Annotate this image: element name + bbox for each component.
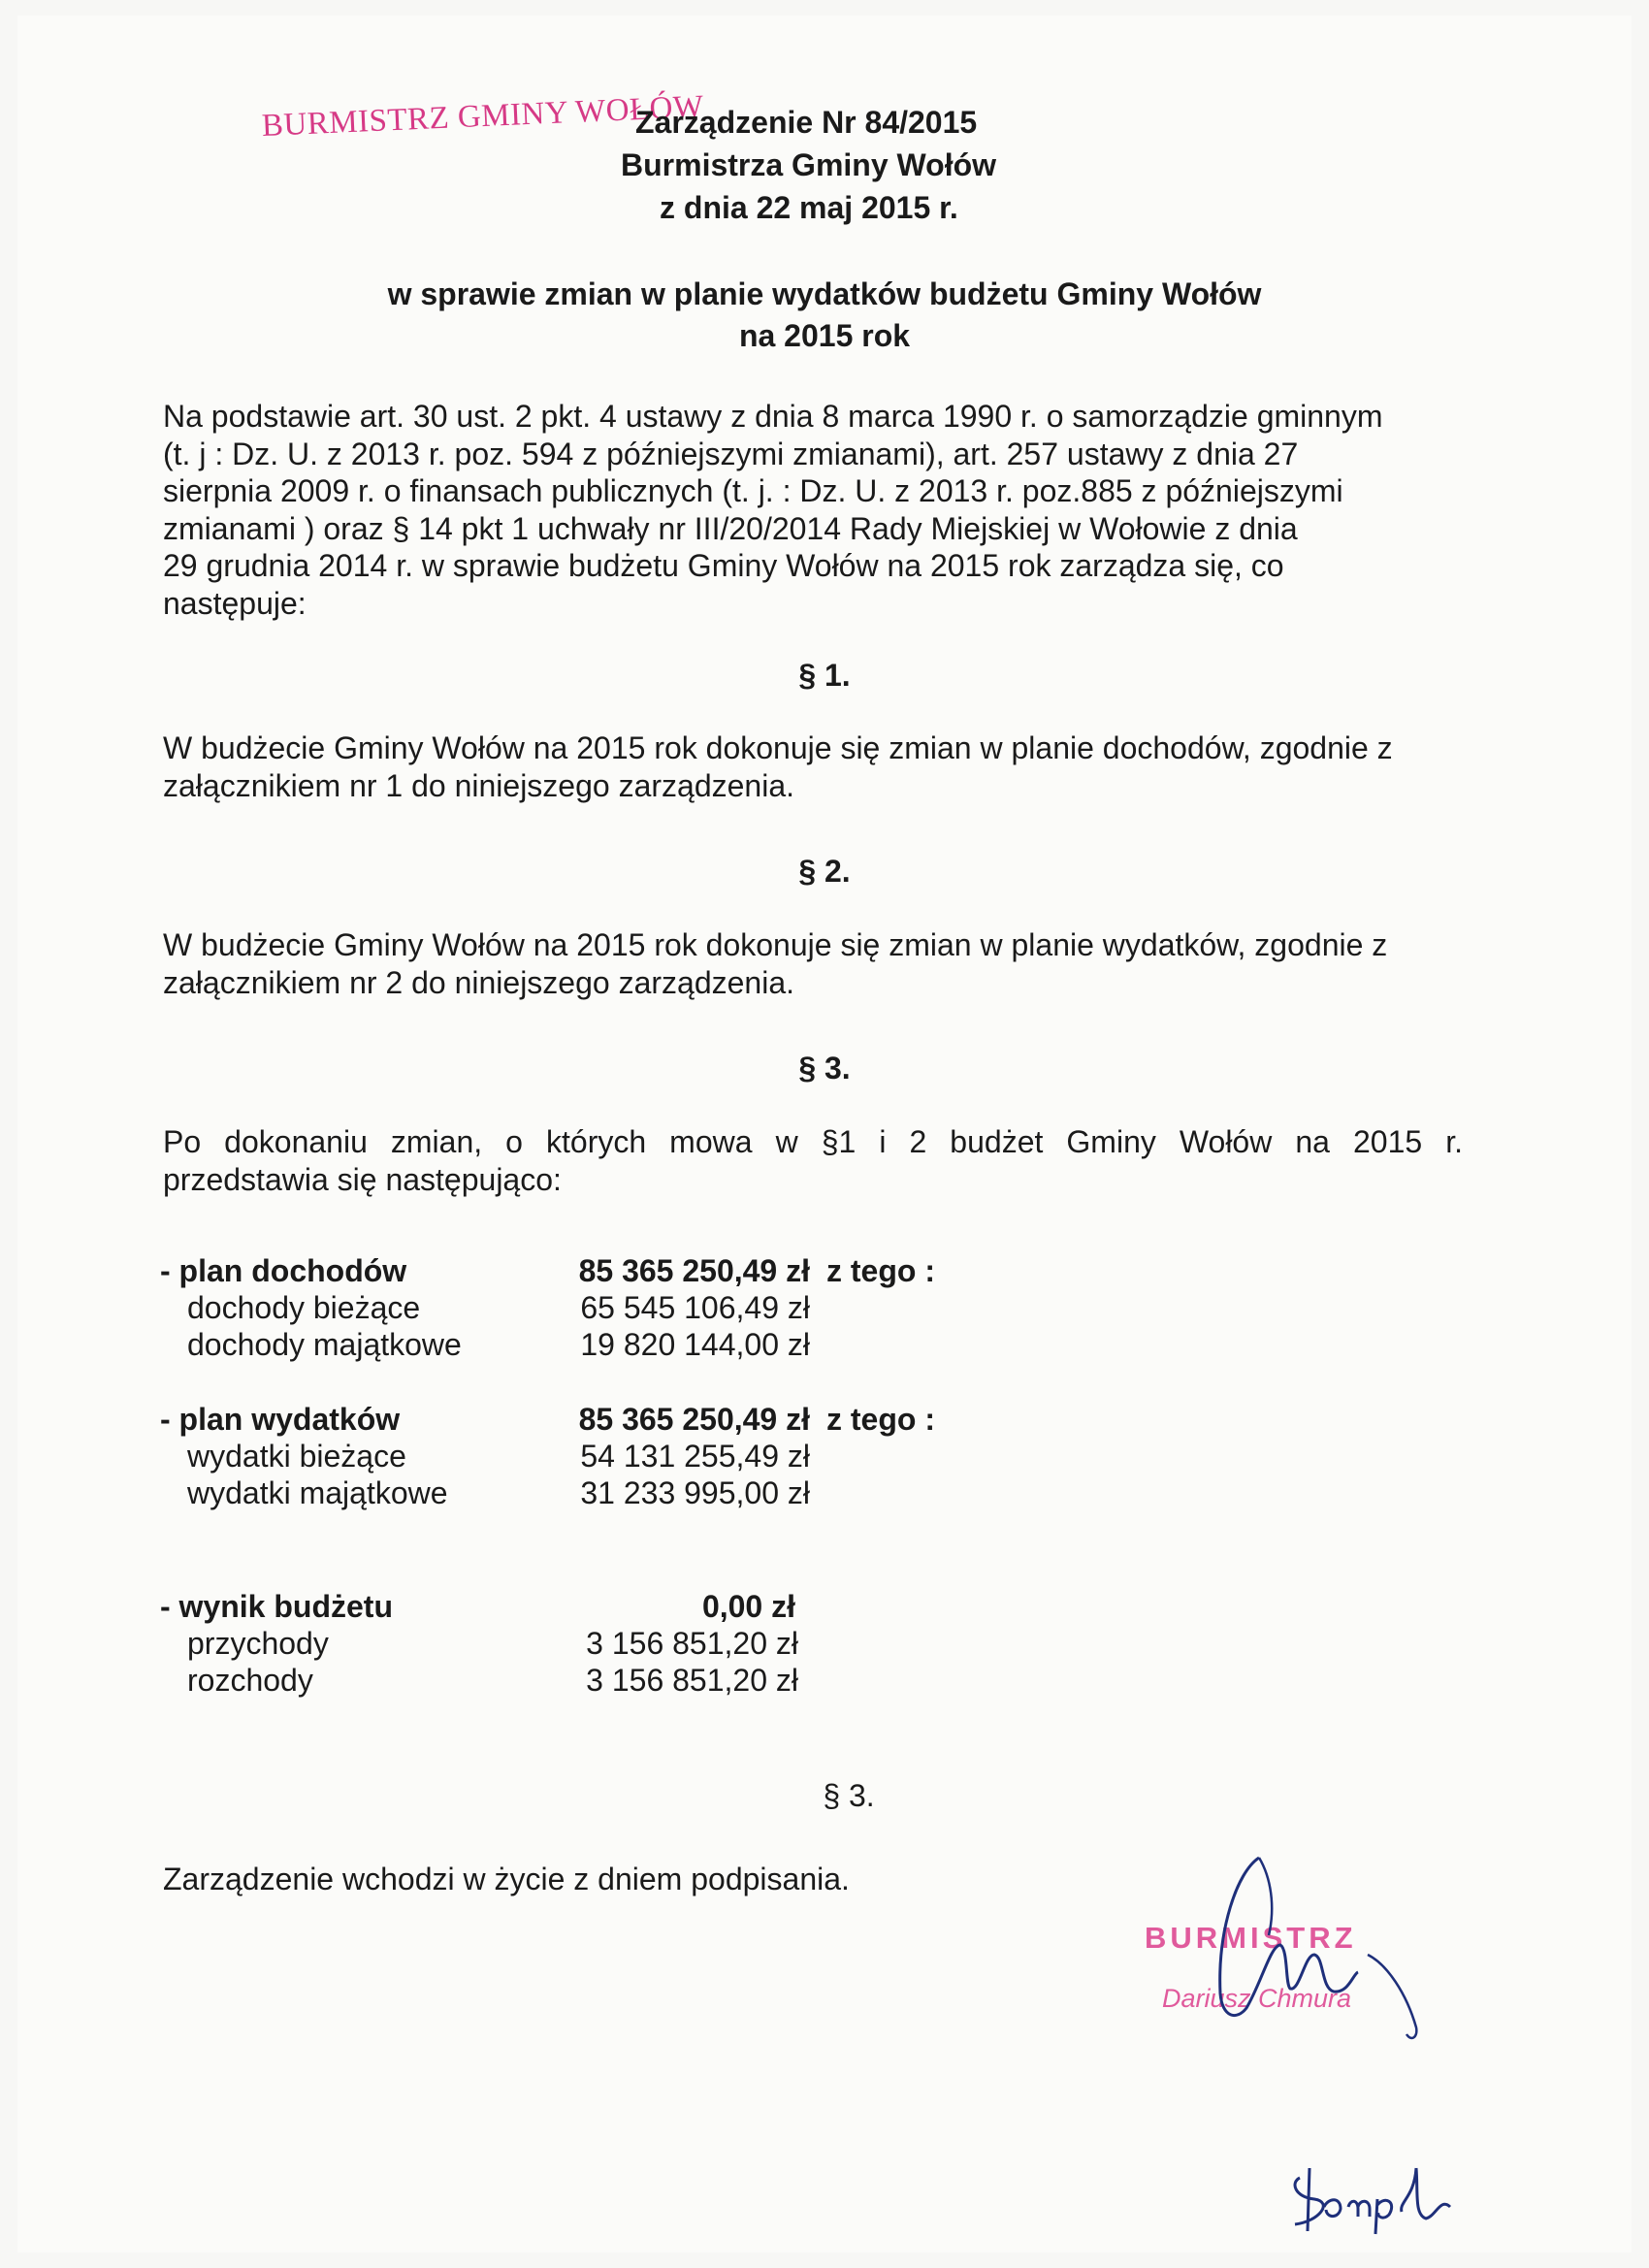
income-note: z tego : bbox=[826, 1253, 935, 1288]
signature-stamp-name: Dariusz Chmura bbox=[1162, 1984, 1352, 2013]
result-item-amount: 3 156 851,20 zł bbox=[586, 1663, 798, 1698]
preamble-line: 29 grudnia 2014 r. w sprawie budżetu Gminy Wołów na 2015 rok zarządza się, co bbox=[163, 548, 1284, 583]
preamble-line: zmianami ) oraz § 14 pkt 1 uchwały nr III/20/2014 Rady Miejskiej w Wołowie z dnia bbox=[163, 510, 1298, 546]
preamble-line: Na podstawie art. 30 ust. 2 pkt. 4 ustawy z dnia 8 marca 1990 r. o samorządzie gminnym bbox=[163, 399, 1383, 434]
preamble-line: następuje: bbox=[163, 585, 307, 621]
expenses-item-label: wydatki majątkowe bbox=[187, 1475, 448, 1510]
income-item-amount: 65 545 106,49 zł bbox=[580, 1290, 810, 1325]
section-1-line: W budżecie Gminy Wołów na 2015 rok dokonuje się zmian w planie dochodów, zgodnie z bbox=[163, 730, 1393, 765]
section-3-line: przedstawia się następująco: bbox=[163, 1161, 562, 1197]
result-item-label: przychody bbox=[187, 1626, 329, 1661]
signature-stamp-title: BURMISTRZ bbox=[1145, 1921, 1357, 1955]
ordinance-number: Zarządzenie Nr 84/2015 bbox=[635, 105, 978, 140]
expenses-note: z tego : bbox=[826, 1402, 935, 1437]
result-label: - wynik budżetu bbox=[160, 1589, 393, 1624]
section-1-body bbox=[163, 729, 1463, 804]
preamble-line: sierpnia 2009 r. o finansach publicznych (t. j. : Dz. U. z 2013 r. poz.885 z późniejszymi bbox=[163, 473, 1343, 508]
expenses-label: - plan wydatków bbox=[160, 1402, 401, 1437]
signature-stamp bbox=[1145, 1848, 1455, 2042]
expenses-item-amount: 54 131 255,49 zł bbox=[580, 1439, 810, 1474]
result-item-amount: 3 156 851,20 zł bbox=[586, 1626, 798, 1661]
income-item-amount: 19 820 144,00 zł bbox=[580, 1327, 810, 1362]
section-2-line: W budżecie Gminy Wołów na 2015 rok dokonuje się zmian w planie wydatków, zgodnie z bbox=[163, 927, 1388, 962]
expenses-item-label: wydatki bieżące bbox=[187, 1439, 406, 1474]
expenses-amount: 85 365 250,49 zł bbox=[578, 1402, 810, 1437]
preamble bbox=[163, 398, 1463, 622]
handwritten-initials bbox=[1280, 2149, 1474, 2236]
ordinance-date: z dnia 22 maj 2015 r. bbox=[660, 190, 958, 225]
income-amount: 85 365 250,49 zł bbox=[578, 1253, 810, 1288]
final-section-text: Zarządzenie wchodzi w życie z dniem podpisania. bbox=[163, 1862, 850, 1896]
result-item-label: rozchody bbox=[187, 1663, 313, 1698]
section-3-body bbox=[163, 1123, 1463, 1198]
section-3-heading: § 3. bbox=[798, 1051, 851, 1085]
preamble-line: (t. j : Dz. U. z 2013 r. poz. 594 z późniejszymi zmianami), art. 257 ustawy z dnia 27 bbox=[163, 436, 1299, 471]
subject-line-1: w sprawie zmian w planie wydatków budżetu Gminy Wołów bbox=[387, 276, 1262, 311]
income-item-label: dochody majątkowe bbox=[187, 1327, 462, 1362]
section-2-line: załącznikiem nr 2 do niniejszego zarządzenia. bbox=[163, 964, 795, 1000]
section-2-body bbox=[163, 926, 1463, 1001]
section-1-heading: § 1. bbox=[798, 658, 851, 693]
section-1-line: załącznikiem nr 1 do niniejszego zarządzenia. bbox=[163, 767, 795, 803]
office-stamp: BURMISTRZ GMINY WOŁÓW bbox=[261, 89, 705, 144]
expenses-item-amount: 31 233 995,00 zł bbox=[580, 1475, 810, 1510]
subject-line-2: na 2015 rok bbox=[738, 318, 911, 353]
handwritten-signature bbox=[1145, 1848, 1455, 2042]
result-amount: 0,00 zł bbox=[701, 1589, 795, 1624]
ordinance-issuer: Burmistrza Gminy Wołów bbox=[621, 147, 997, 182]
income-item-label: dochody bieżące bbox=[187, 1290, 421, 1325]
income-label: - plan dochodów bbox=[160, 1253, 407, 1288]
section-2-heading: § 2. bbox=[798, 854, 851, 889]
final-section-heading: § 3. bbox=[823, 1778, 875, 1813]
section-3-line: Po dokonaniu zmian, o których mowa w §1 i 2 budżet Gminy Wołów na 2015 r. bbox=[163, 1124, 1463, 1159]
